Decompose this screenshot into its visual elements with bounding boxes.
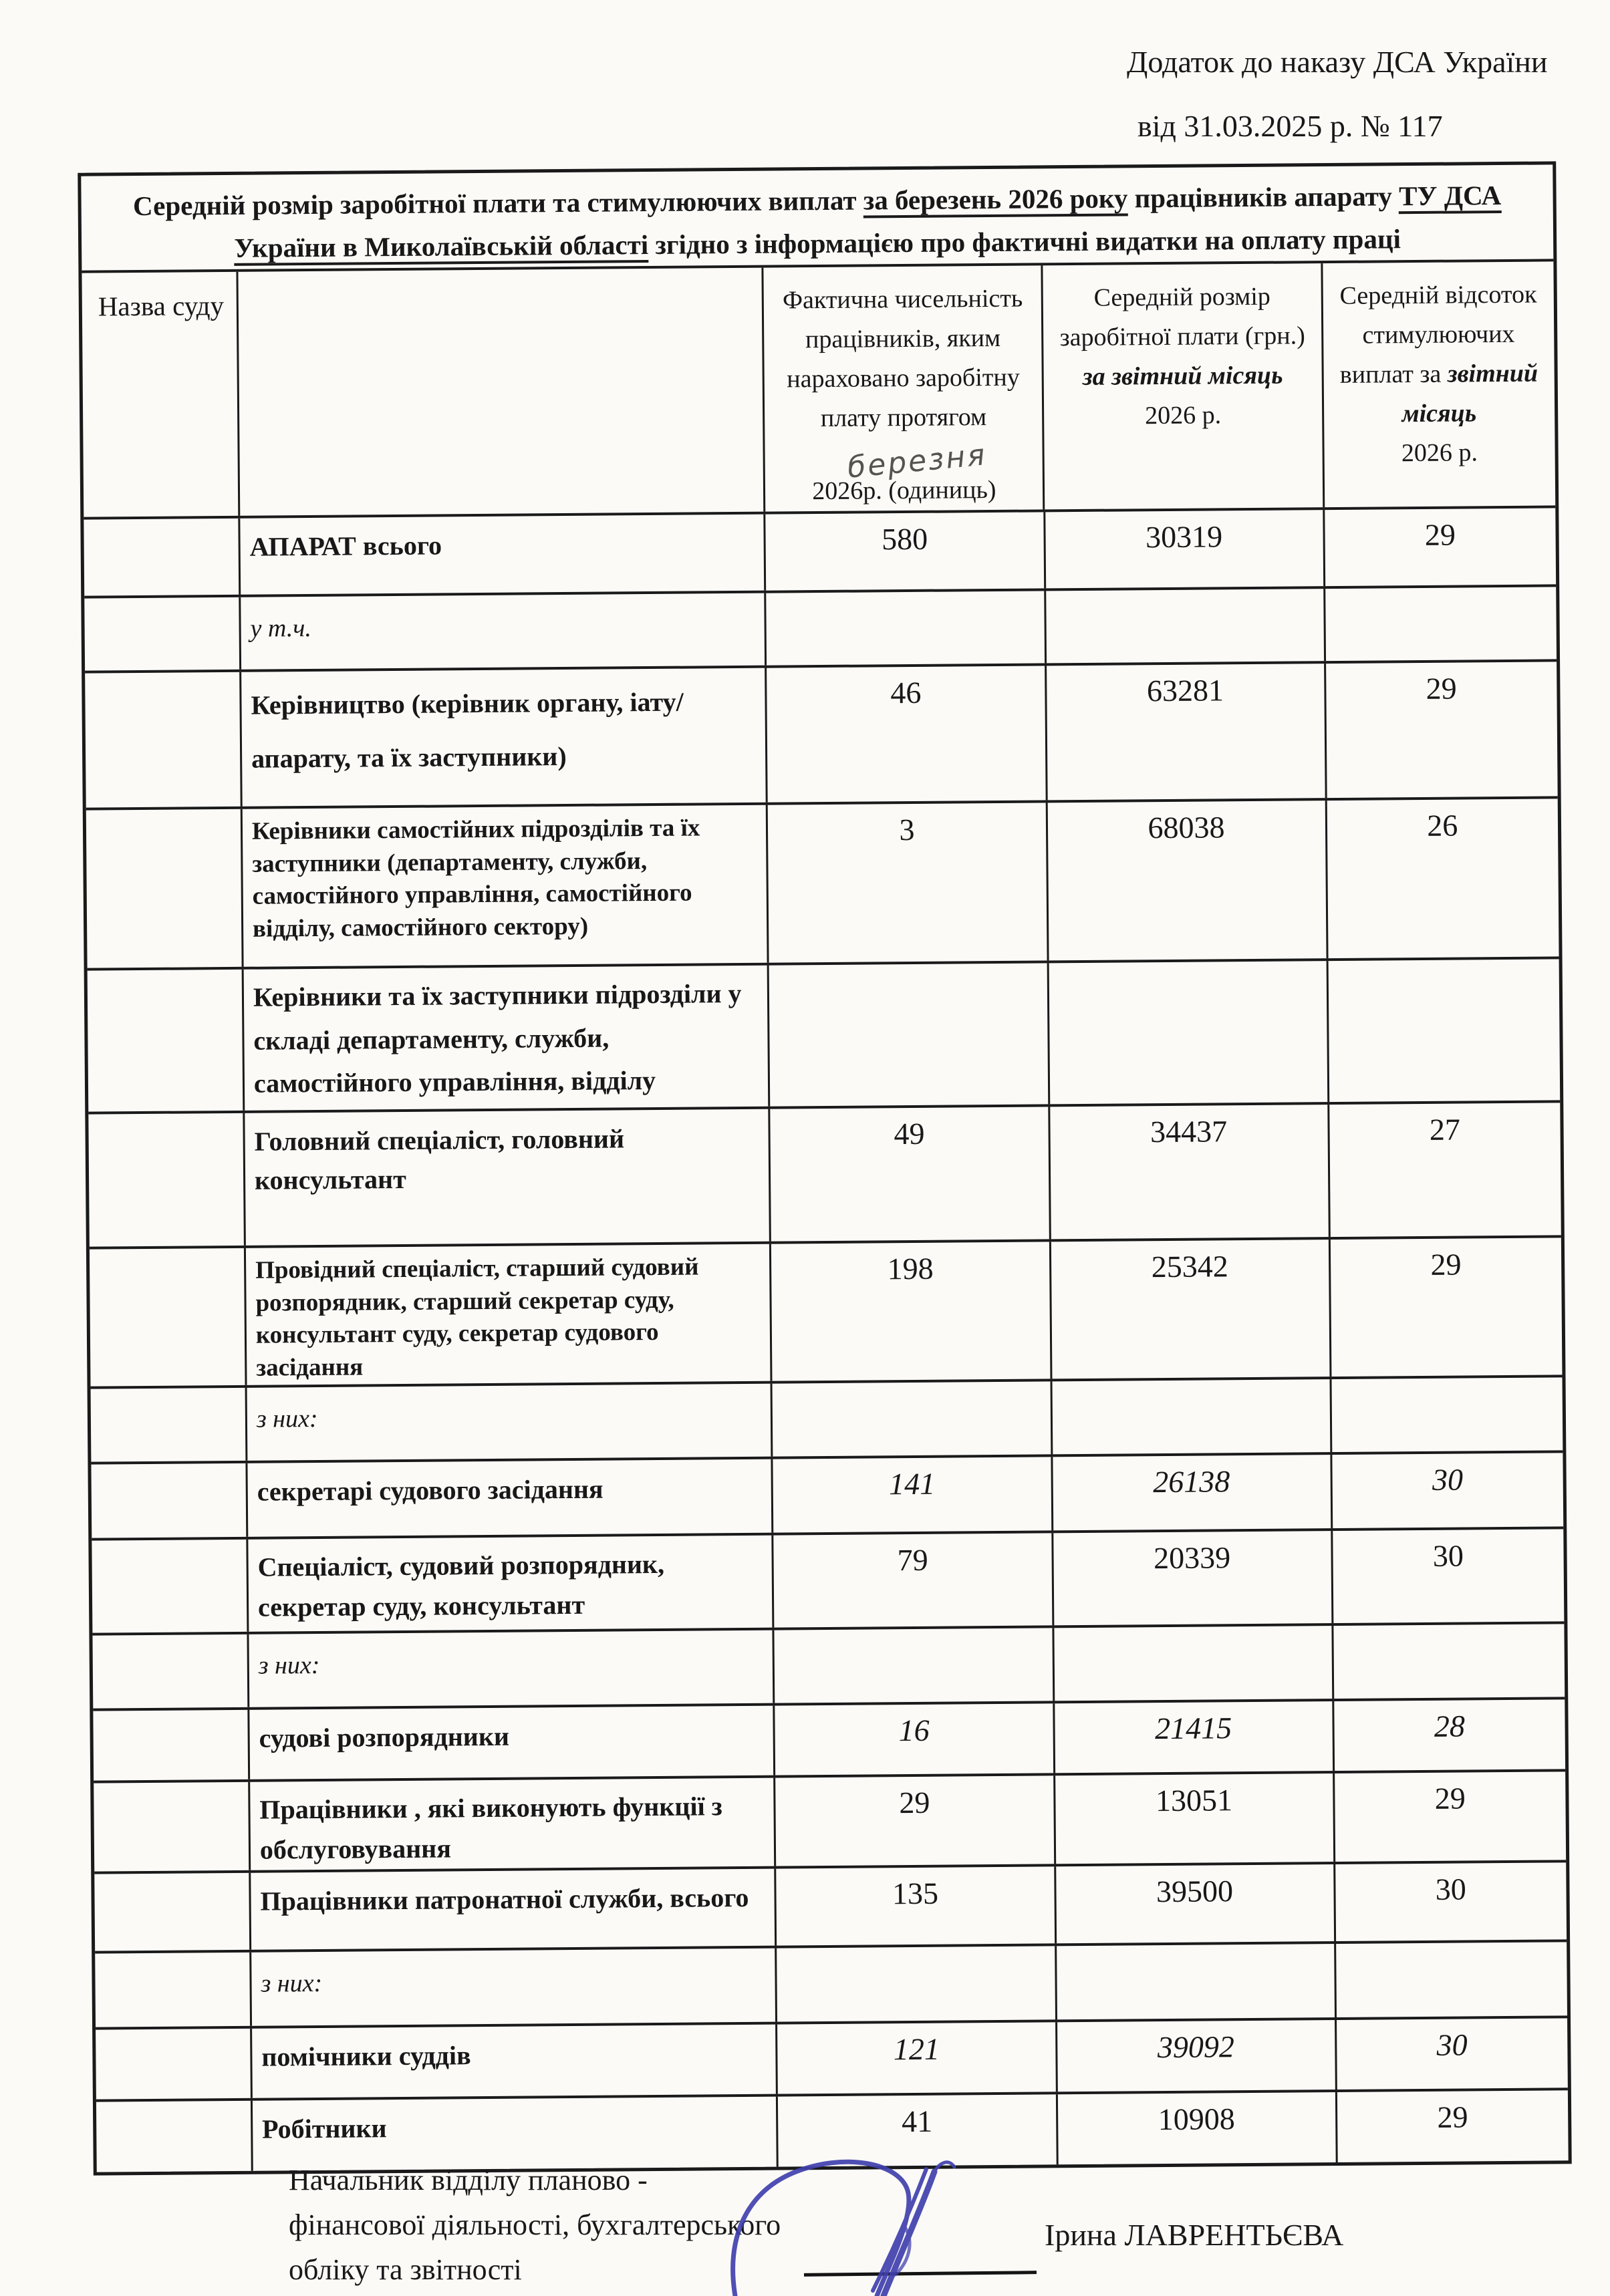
text-segment: звітний місяць [1401, 359, 1538, 428]
count-cell [773, 1628, 1053, 1703]
table-row [88, 956, 1561, 1111]
text-segment: 2026 р. [1401, 438, 1478, 467]
percent-cell: 29 [1333, 1771, 1566, 1862]
category-cell: Керівники самостійних підрозділів та їх заступники (департаменту, служби, самостійного управління, самостійного відділу, самостійного сектору) [241, 805, 767, 966]
salary-cell: 68038 [1045, 801, 1326, 960]
corner-note-line1: Додаток до наказу ДСА України [1127, 45, 1548, 79]
table-row [94, 1860, 1567, 1951]
count-cell [765, 591, 1045, 665]
percent-cell: 29 [1328, 1238, 1562, 1377]
court-name-cell [85, 672, 241, 808]
table-row [90, 1235, 1563, 1387]
salary-cell [1050, 1379, 1330, 1454]
signatory-position-line2: фінансової діяльності, бухгалтерського [289, 2208, 781, 2241]
category-cell: Робітники [251, 2097, 777, 2171]
count-cell [771, 1381, 1051, 1456]
percent-cell: 29 [1335, 2090, 1568, 2162]
table-title [81, 164, 1553, 270]
category-cell: з них: [245, 1384, 771, 1461]
percent-cell [1326, 959, 1560, 1102]
percent-cell: 28 [1332, 1699, 1565, 1771]
category-cell: Керівництво (керівник органу, іату/апарату, та їх заступники) [239, 668, 766, 806]
percent-cell: 30 [1333, 1862, 1567, 1941]
count-cell [775, 1946, 1055, 2021]
table-row [84, 505, 1556, 595]
percent-cell: 26 [1325, 799, 1559, 958]
court-name-cell [84, 519, 239, 596]
text-segment: згідно з інформацією про фактичні видатки на оплату праці [648, 223, 1401, 260]
table-row [84, 584, 1557, 670]
table-row [93, 1697, 1565, 1780]
text-segment: Середній розмір заробітної плати та стимулюючих виплат [132, 184, 863, 222]
text-segment: працівників апарату [1127, 180, 1399, 214]
category-cell: Працівники , які виконують функції з обслуговування [248, 1778, 775, 1870]
count-cell: 198 [769, 1242, 1050, 1381]
count-cell: 29 [774, 1775, 1054, 1866]
percent-cell: 29 [1324, 662, 1558, 798]
count-cell: 135 [775, 1866, 1055, 1945]
salary-cell [1044, 589, 1324, 663]
count-cell: 121 [775, 2022, 1055, 2094]
table-row [95, 1939, 1567, 2027]
salary-cell [1052, 1626, 1332, 1701]
handwritten-month: березня [846, 437, 988, 485]
category-cell: Провідний спеціаліст, старший судовий розпорядник, старший секретар суду, консультант суду, секретар судового засідання [244, 1244, 771, 1385]
table-row [91, 1450, 1563, 1538]
court-name-cell [86, 809, 242, 968]
category-cell: Спеціаліст, судовий розпорядник, секретар суду, консультант [246, 1536, 773, 1632]
count-cell: 16 [773, 1703, 1053, 1775]
salary-cell: 25342 [1049, 1240, 1329, 1379]
salary-cell: 21415 [1053, 1701, 1333, 1773]
category-cell: судові розпорядники [247, 1706, 773, 1779]
court-name-cell [96, 2101, 251, 2172]
table-row [85, 659, 1558, 807]
text-segment: ТУ ДСА України в Миколаївській області [234, 180, 1501, 265]
court-name-cell [84, 597, 239, 671]
count-cell [767, 963, 1048, 1106]
percent-cell [1331, 1624, 1565, 1699]
header-court-name: Назва суду [98, 290, 225, 322]
table-row [91, 1375, 1563, 1461]
salary-cell: 26138 [1051, 1455, 1331, 1530]
category-cell: АПАРАТ всього [238, 514, 764, 594]
percent-cell: 30 [1335, 2018, 1568, 2090]
percent-cell: 30 [1331, 1529, 1564, 1623]
signatory-name: Ірина ЛАВРЕНТЬЄВА [1045, 2218, 1344, 2252]
court-name-cell [91, 1388, 246, 1462]
signatory-position-line3: обліку та звітності [289, 2253, 522, 2286]
category-cell: з них: [247, 1630, 773, 1707]
percent-cell: 30 [1330, 1453, 1563, 1528]
category-cell: Головний спеціаліст, головний консультант [243, 1109, 769, 1245]
court-name-cell [88, 970, 243, 1112]
header-avg-percent [1321, 261, 1555, 507]
court-name-cell [92, 1540, 247, 1633]
salary-cell: 34437 [1048, 1105, 1329, 1239]
court-name-cell [93, 1710, 248, 1781]
salary-cell: 39092 [1055, 2020, 1335, 2092]
salary-table [78, 161, 1571, 2175]
text-segment: 2026 р. [1144, 401, 1222, 430]
table-header-row [82, 259, 1555, 517]
header-headcount-units: 2026р. (одиниць) [812, 475, 996, 505]
text-segment: за березень 2026 року [863, 182, 1128, 218]
table-row [96, 2015, 1568, 2099]
text-segment: Середній розмір заробітної плати (грн.) [1059, 282, 1305, 352]
percent-cell [1334, 1942, 1567, 2017]
court-name-cell [91, 1463, 246, 1538]
salary-cell [1055, 1944, 1335, 2019]
count-cell: 141 [771, 1457, 1051, 1532]
court-name-cell [94, 1873, 249, 1951]
court-name-cell [96, 2029, 251, 2100]
court-name-cell [92, 1634, 247, 1709]
table-row [92, 1526, 1564, 1632]
court-name-cell [95, 1953, 250, 2027]
table-row [86, 796, 1559, 968]
count-cell: 3 [766, 803, 1047, 962]
text-segment: за звітний місяць [1082, 361, 1283, 391]
court-name-cell [88, 1113, 243, 1247]
category-cell: з них: [249, 1949, 775, 2026]
percent-cell: 27 [1327, 1103, 1561, 1237]
percent-cell: 29 [1323, 508, 1556, 586]
header-avg-salary [1041, 263, 1323, 509]
count-cell: 79 [772, 1533, 1052, 1627]
percent-cell [1329, 1377, 1563, 1452]
salary-cell: 13051 [1053, 1773, 1333, 1864]
count-cell: 49 [769, 1107, 1049, 1241]
count-cell: 580 [764, 512, 1044, 590]
salary-cell: 63281 [1045, 664, 1325, 800]
text-segment: Середній відсоток стимулюючих виплат за [1339, 280, 1537, 389]
table-row [94, 1769, 1566, 1871]
signatory-position-line1: Начальник відділу планово - [289, 2164, 648, 2196]
court-name-cell [90, 1248, 245, 1387]
count-cell: 41 [776, 2094, 1056, 2166]
category-cell: у т.ч. [239, 593, 765, 669]
signatory-position [289, 2158, 863, 2293]
header-headcount-text: Фактична чисельність працівників, яким нараховано заробітну плату протягом [782, 284, 1023, 432]
header-headcount [762, 266, 1043, 512]
table-row [92, 1621, 1565, 1708]
court-name-cell [94, 1782, 249, 1872]
count-cell: 46 [765, 666, 1046, 802]
header-category-empty [236, 268, 763, 516]
salary-cell: 10908 [1055, 2092, 1335, 2164]
salary-cell: 30319 [1043, 510, 1323, 588]
category-cell: секретарі судового засідання [245, 1459, 771, 1537]
category-cell: Працівники патронатної служби, всього [249, 1869, 775, 1950]
category-cell: помічники суддів [250, 2025, 776, 2098]
category-cell: Керівники та їх заступники підрозділи у складі департаменту, служби, самостійного управління, відділу [242, 965, 769, 1110]
table-row [88, 1100, 1561, 1246]
salary-cell [1047, 961, 1327, 1104]
corner-note-line2: від 31.03.2025 р. № 117 [1137, 109, 1443, 143]
salary-cell: 20339 [1051, 1531, 1331, 1625]
percent-cell [1323, 587, 1557, 661]
salary-cell: 39500 [1054, 1864, 1334, 1943]
